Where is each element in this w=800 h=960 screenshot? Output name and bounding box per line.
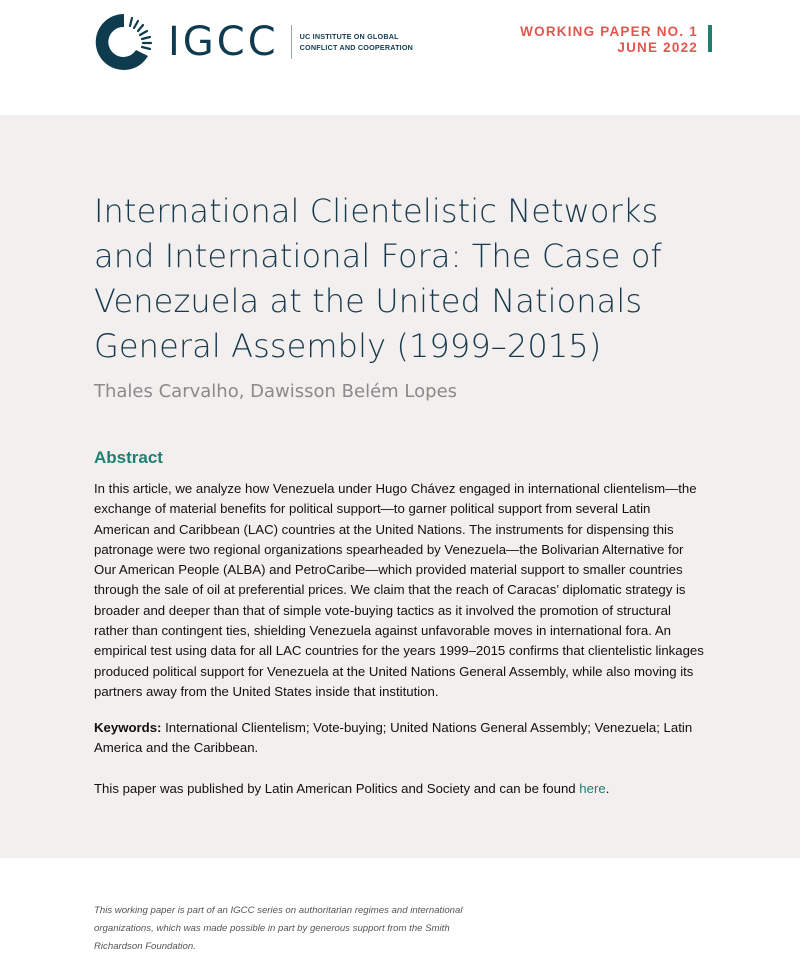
keywords-label: Keywords: [94, 720, 162, 735]
publication-note [94, 779, 706, 799]
paper-date: JUNE 2022 [617, 40, 698, 55]
paper-authors: Thales Carvalho, Dawisson Belém Lopes [94, 381, 458, 402]
abstract-text: In this article, we analyze how Venezuela under Hugo Chávez engaged in international clientelism—the exchange of material benefits for political support—to garner political support from several Latin American and Caribbean (LAC) countries at the United Nations. The instruments for dispensing this patronage were two regional organizations spearheaded by Venezuela—the Bolivarian Alternative for Our American People (ALBA) and PetroCaribe—which provided material support to smaller countries through the sale of oil at preferential prices. We claim that the reach of Caracas’ diplomatic strategy is broader and deeper than that of simple vote-buying tactics as it involved the promotion of structural rather than contingent ties, shielding Venezuela against unfavorable moves in international fora. An empirical test using data for all LAC countries for the years 1999–2015 confirms that clientelistic linkages produced political support for Venezuela at the United Nations General Assembly, while also moving its partners away from the United States inside that institution. [94, 481, 704, 699]
logo-tagline-line-1: UC INSTITUTE ON GLOBAL [299, 32, 399, 41]
accent-bar [708, 25, 712, 52]
keywords-text: International Clientelism; Vote-buying; United Nations General Assembly; Venezuela; Latin America and the Caribbean. [94, 720, 693, 756]
paper-number: WORKING PAPER NO. 1 [520, 24, 698, 39]
logo-divider [291, 25, 292, 59]
publication-prefix: This paper was published by Latin American Politics and Society and can be found [94, 781, 580, 796]
paper-label [520, 24, 698, 56]
keywords [94, 718, 706, 759]
igcc-logo-icon [92, 10, 156, 74]
publication-suffix: . [605, 781, 610, 796]
abstract-heading: Abstract [94, 448, 163, 467]
publication-link[interactable]: here [579, 781, 606, 796]
logo-tagline-line-2: CONFLICT AND COOPERATION [299, 43, 414, 52]
paper-title: International Clientelistic Networks and International Fora: The Case of Venezuela at the United Nationals General Assembly (1999–2015) [94, 192, 662, 365]
main-panel [0, 115, 800, 858]
footer-note: This working paper is part of an IGCC series on authoritarian regimes and international organizations, which was made possible in part by generous support from the Smith Richardson Foundation. [94, 905, 463, 952]
header [0, 0, 800, 115]
igcc-logo[interactable] [92, 10, 413, 74]
logo-tagline [300, 31, 413, 53]
logo-wordmark: IGCC [168, 19, 279, 65]
